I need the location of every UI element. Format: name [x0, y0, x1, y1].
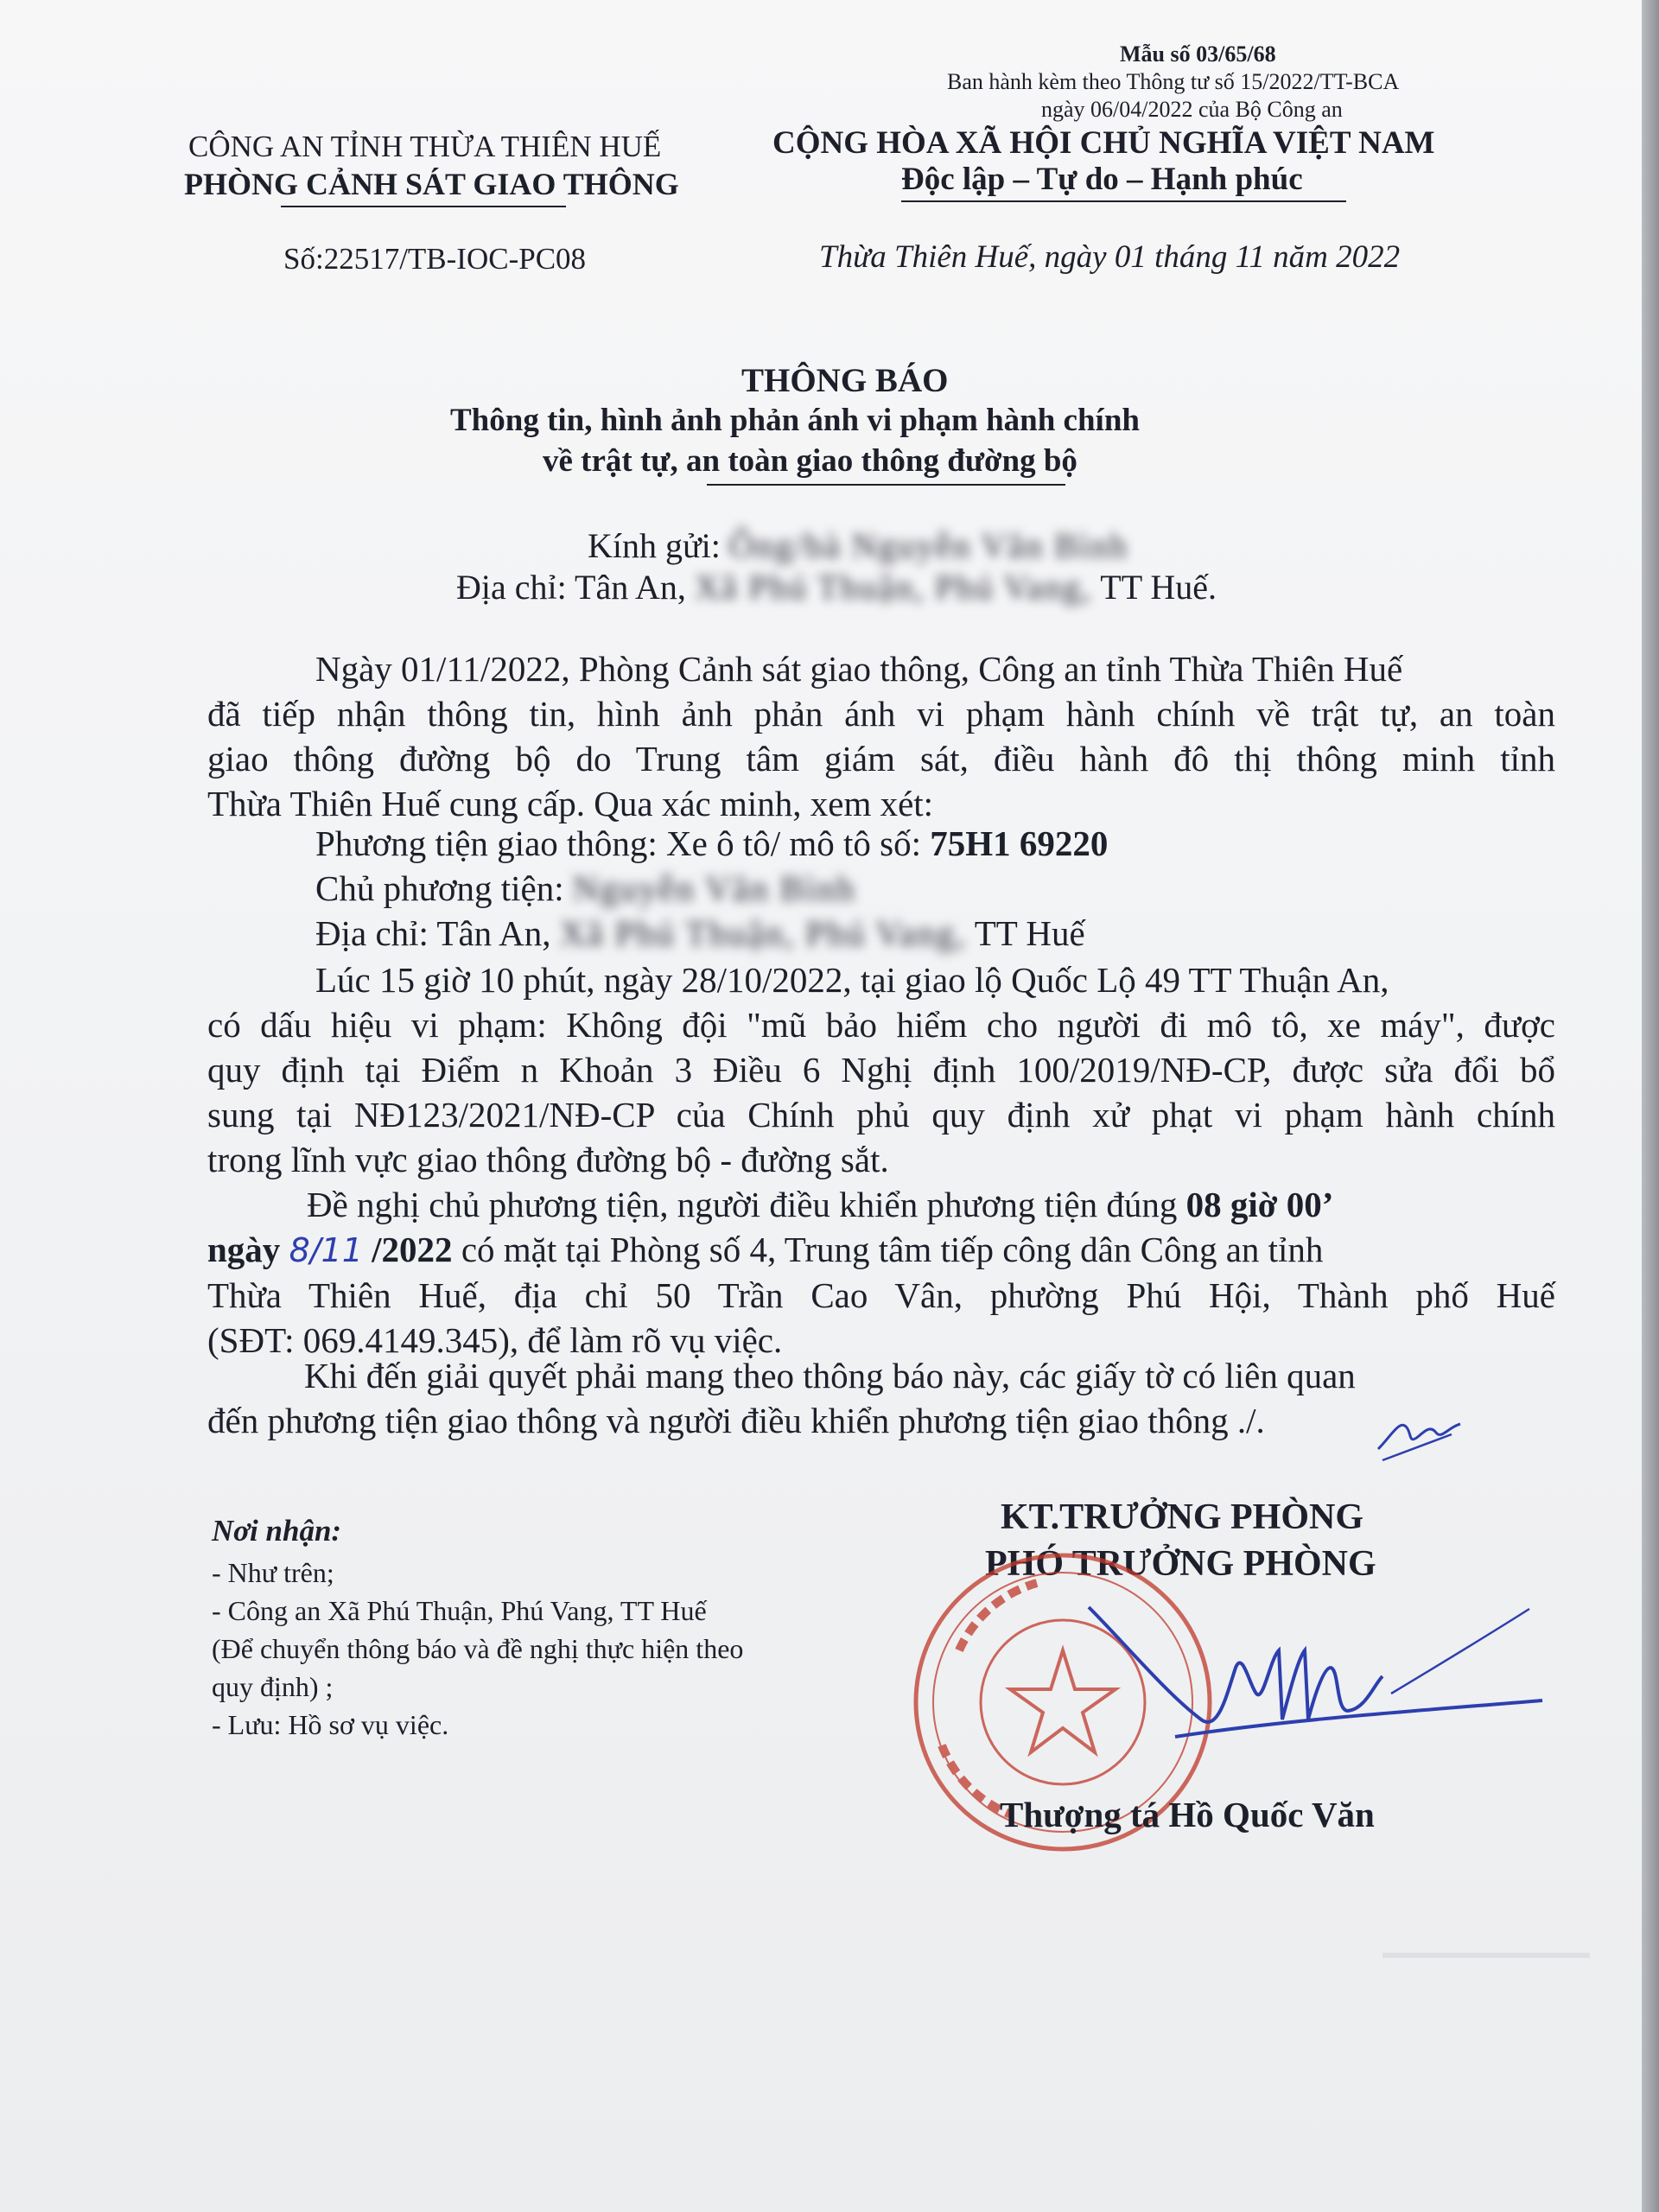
owner-line — [315, 868, 856, 909]
request-line-2-text: có mặt tại Phòng số 4, Trung tâm tiếp công dân Công an tỉnh — [461, 1230, 1324, 1269]
intro-line-3: giao thông đường bộ do Trung tâm giám sát, điều hành đô thị thông minh tỉnh — [207, 739, 1555, 779]
subtitle-underline — [707, 484, 1065, 486]
handwritten-signature — [1071, 1590, 1555, 1763]
notice-title: THÔNG BÁO — [741, 362, 949, 399]
document-number: Số:22517/TB-IOC-PC08 — [283, 242, 587, 276]
state-name: CỘNG HÒA XÃ HỘI CHỦ NGHĨA VIỆT NAM — [772, 125, 1435, 161]
form-issued-line2: ngày 06/04/2022 của Bộ Công an — [1041, 97, 1343, 122]
intro-line-4: Thừa Thiên Huế cung cấp. Qua xác minh, xem xét: — [207, 784, 934, 823]
owner-name: Nguyễn Văn Bình — [572, 868, 856, 908]
vehicle-line — [315, 823, 1108, 864]
request-line-1-text: Đề nghị chủ phương tiện, người điều khiển phương tiện đúng — [307, 1185, 1178, 1224]
recipient-line — [588, 525, 1128, 566]
owner-address-tail: TT Huế — [974, 913, 1085, 953]
owner-address-line — [315, 912, 1085, 954]
request-year: /2022 — [372, 1230, 453, 1269]
recipient-name: Ông/bà Nguyễn Văn Bình — [728, 526, 1129, 565]
intro-paragraph — [207, 646, 1555, 826]
closing-line-2: đến phương tiện giao thông và người điều khiển phương tiện giao thông ./. — [207, 1401, 1265, 1440]
request-line-3: Thừa Thiên Huế, địa chỉ 50 Trần Cao Vân, phường Phú Hội, Thành phố Huế — [207, 1275, 1555, 1315]
vehicle-plate: 75H1 69220 — [930, 823, 1109, 863]
violation-line-1: Lúc 15 giờ 10 phút, ngày 28/10/2022, tại giao lộ Quốc Lộ 49 TT Thuận An, — [315, 960, 1389, 1000]
request-paragraph — [207, 1182, 1555, 1363]
signer-role-2: PHÓ TRƯỞNG PHÒNG — [985, 1544, 1376, 1584]
agency-underline — [281, 206, 566, 207]
recipients-heading: Nơi nhận: — [212, 1514, 342, 1548]
request-line-4: (SĐT: 069.4149.345), để làm rõ vụ việc. — [207, 1320, 783, 1360]
agency-name: PHÒNG CẢNH SÁT GIAO THÔNG — [184, 167, 679, 201]
violation-line-5: trong lĩnh vực giao thông đường bộ - đường sắt. — [207, 1140, 889, 1179]
owner-label: Chủ phương tiện: — [315, 868, 564, 908]
request-time: 08 giờ 00’ — [1185, 1185, 1334, 1224]
recipients-item: - Như trên; — [212, 1557, 334, 1588]
agency-parent: CÔNG AN TỈNH THỪA THIÊN HUẾ — [188, 130, 662, 163]
form-code: Mẫu số 03/65/68 — [1120, 41, 1276, 67]
state-motto: Độc lập – Tự do – Hạnh phúc — [901, 162, 1303, 197]
intro-line-1: Ngày 01/11/2022, Phòng Cảnh sát giao thông, Công an tỉnh Thừa Thiên Huế — [315, 649, 1403, 689]
recipients-item: (Để chuyển thông báo và đề nghị thực hiện theo — [212, 1633, 744, 1664]
owner-address-redacted: Xã Phú Thuận, Phú Vang, — [559, 913, 967, 953]
owner-address-label: Địa chỉ: Tân An, — [315, 913, 551, 953]
initial-mark — [1374, 1402, 1469, 1471]
violation-line-2: có dấu hiệu vi phạm: Không đội "mũ bảo hiểm cho người đi mô tô, xe máy", được — [207, 1005, 1555, 1045]
closing-paragraph — [207, 1353, 1555, 1443]
notice-subtitle-1: Thông tin, hình ảnh phản ánh vi phạm hành chính — [450, 403, 1140, 438]
request-day-label: ngày — [207, 1230, 281, 1269]
recipient-address-line — [456, 567, 1217, 607]
intro-line-2: đã tiếp nhận thông tin, hình ảnh phản ánh vi phạm hành chính về trật tự, an toàn — [207, 694, 1555, 734]
form-issued-line1: Ban hành kèm theo Thông tư số 15/2022/TT-BCA — [947, 69, 1400, 94]
recipients-list — [212, 1554, 743, 1744]
request-line-2 — [207, 1227, 1555, 1273]
handwritten-date: 8/11 — [289, 1231, 363, 1269]
page-edge — [1642, 0, 1659, 2212]
recipient-address-tail: TT Huế. — [1100, 568, 1217, 607]
place-date: Thừa Thiên Huế, ngày 01 tháng 11 năm 2022 — [819, 239, 1401, 275]
violation-line-3: quy định tại Điểm n Khoản 3 Điều 6 Nghị định 100/2019/NĐ-CP, được sửa đổi bổ — [207, 1050, 1555, 1090]
signer-name: Thượng tá Hồ Quốc Văn — [1000, 1795, 1375, 1834]
motto-underline — [901, 200, 1346, 202]
recipients-item: quy định) ; — [212, 1671, 334, 1702]
bleed-through-mark — [1382, 1953, 1590, 1958]
recipients-item: - Lưu: Hồ sơ vụ việc. — [212, 1709, 449, 1740]
recipient-label: Kính gửi: — [588, 526, 721, 565]
notice-subtitle-2: về trật tự, an toàn giao thông đường bộ — [543, 443, 1077, 479]
closing-line-1: Khi đến giải quyết phải mang theo thông báo này, các giấy tờ có liên quan — [304, 1356, 1356, 1395]
violation-line-4: sung tại NĐ123/2021/NĐ-CP của Chính phủ quy định xử phạt vi phạm hành chính — [207, 1095, 1555, 1135]
request-line-1 — [207, 1182, 1555, 1227]
recipient-address-redacted: Xã Phú Thuận, Phú Vang, — [694, 568, 1092, 607]
recipient-address-label: Địa chỉ: Tân An, — [456, 568, 686, 607]
recipients-item: - Công an Xã Phú Thuận, Phú Vang, TT Huế — [212, 1595, 707, 1626]
violation-paragraph — [207, 957, 1555, 1182]
signer-role-1: KT.TRƯỞNG PHÒNG — [1001, 1497, 1363, 1537]
vehicle-label: Phương tiện giao thông: Xe ô tô/ mô tô số: — [315, 823, 922, 863]
